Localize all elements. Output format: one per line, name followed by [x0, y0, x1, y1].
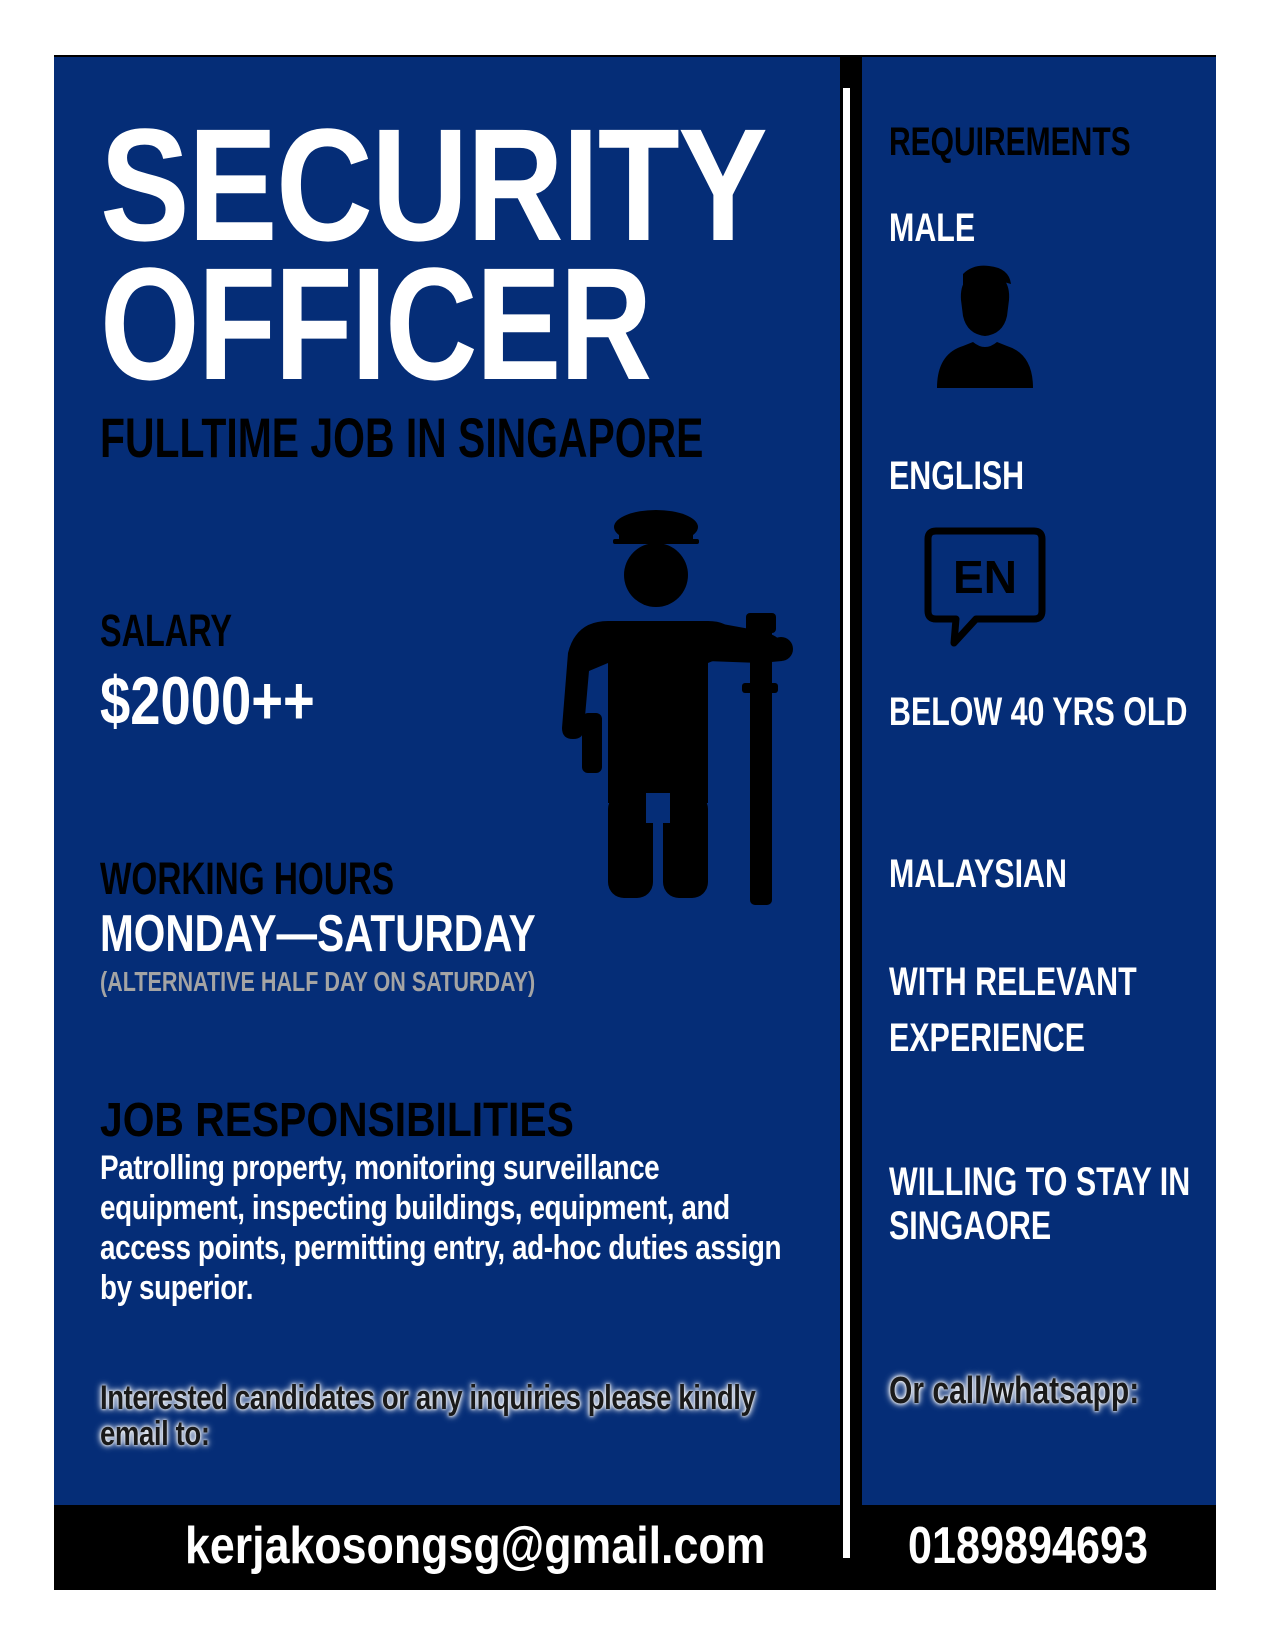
working-hours-label: WORKING HOURS [100, 853, 395, 904]
subtitle: FULLTIME JOB IN SINGAPORE [100, 406, 704, 469]
requirement-experience [889, 954, 1137, 1066]
requirement-experience-line1: WITH RELEVANT [889, 960, 1137, 1004]
call-label: Or call/whatsapp: [889, 1370, 1140, 1412]
requirements-heading: REQUIREMENTS [889, 120, 1131, 164]
requirement-stay-line1: WILLING TO STAY IN [889, 1160, 1191, 1204]
requirement-male: MALE [889, 206, 976, 250]
title-line-1: SECURITY [100, 95, 767, 274]
requirement-stay-line2: SINGAORE [889, 1204, 1052, 1248]
speech-bubble-icon [924, 527, 1046, 647]
language-icon-text: EN [953, 551, 1017, 603]
requirement-experience-line2: EXPERIENCE [889, 1016, 1085, 1060]
right-panel [862, 57, 1216, 1505]
person-icon [933, 262, 1037, 388]
contact-email[interactable]: kerjakosongsg@gmail.com [185, 1517, 766, 1575]
security-guard-icon [556, 503, 816, 905]
working-days: MONDAY—SATURDAY [100, 905, 536, 963]
inquiry-text: Interested candidates or any inquiries please kindly email to: [100, 1379, 756, 1453]
working-hours-note: (ALTERNATIVE HALF DAY ON SATURDAY) [100, 966, 536, 997]
requirement-english: ENGLISH [889, 454, 1025, 498]
requirement-nationality: MALAYSIAN [889, 852, 1067, 896]
salary-value: $2000++ [100, 663, 315, 739]
requirement-stay [889, 1160, 1190, 1248]
responsibilities-label: JOB RESPONSIBILITIES [100, 1094, 574, 1147]
salary-label: SALARY [100, 605, 233, 656]
contact-phone[interactable]: 0189894693 [908, 1517, 1149, 1575]
title-line-2: OFFICER [100, 234, 651, 413]
column-divider [843, 88, 850, 1558]
requirement-age: BELOW 40 YRS OLD [889, 690, 1188, 734]
responsibilities-text: Patrolling property, monitoring surveillance equipment, inspecting buildings, equipment, and access points, permitting entry, ad-hoc duties assign by superior. [100, 1149, 782, 1307]
